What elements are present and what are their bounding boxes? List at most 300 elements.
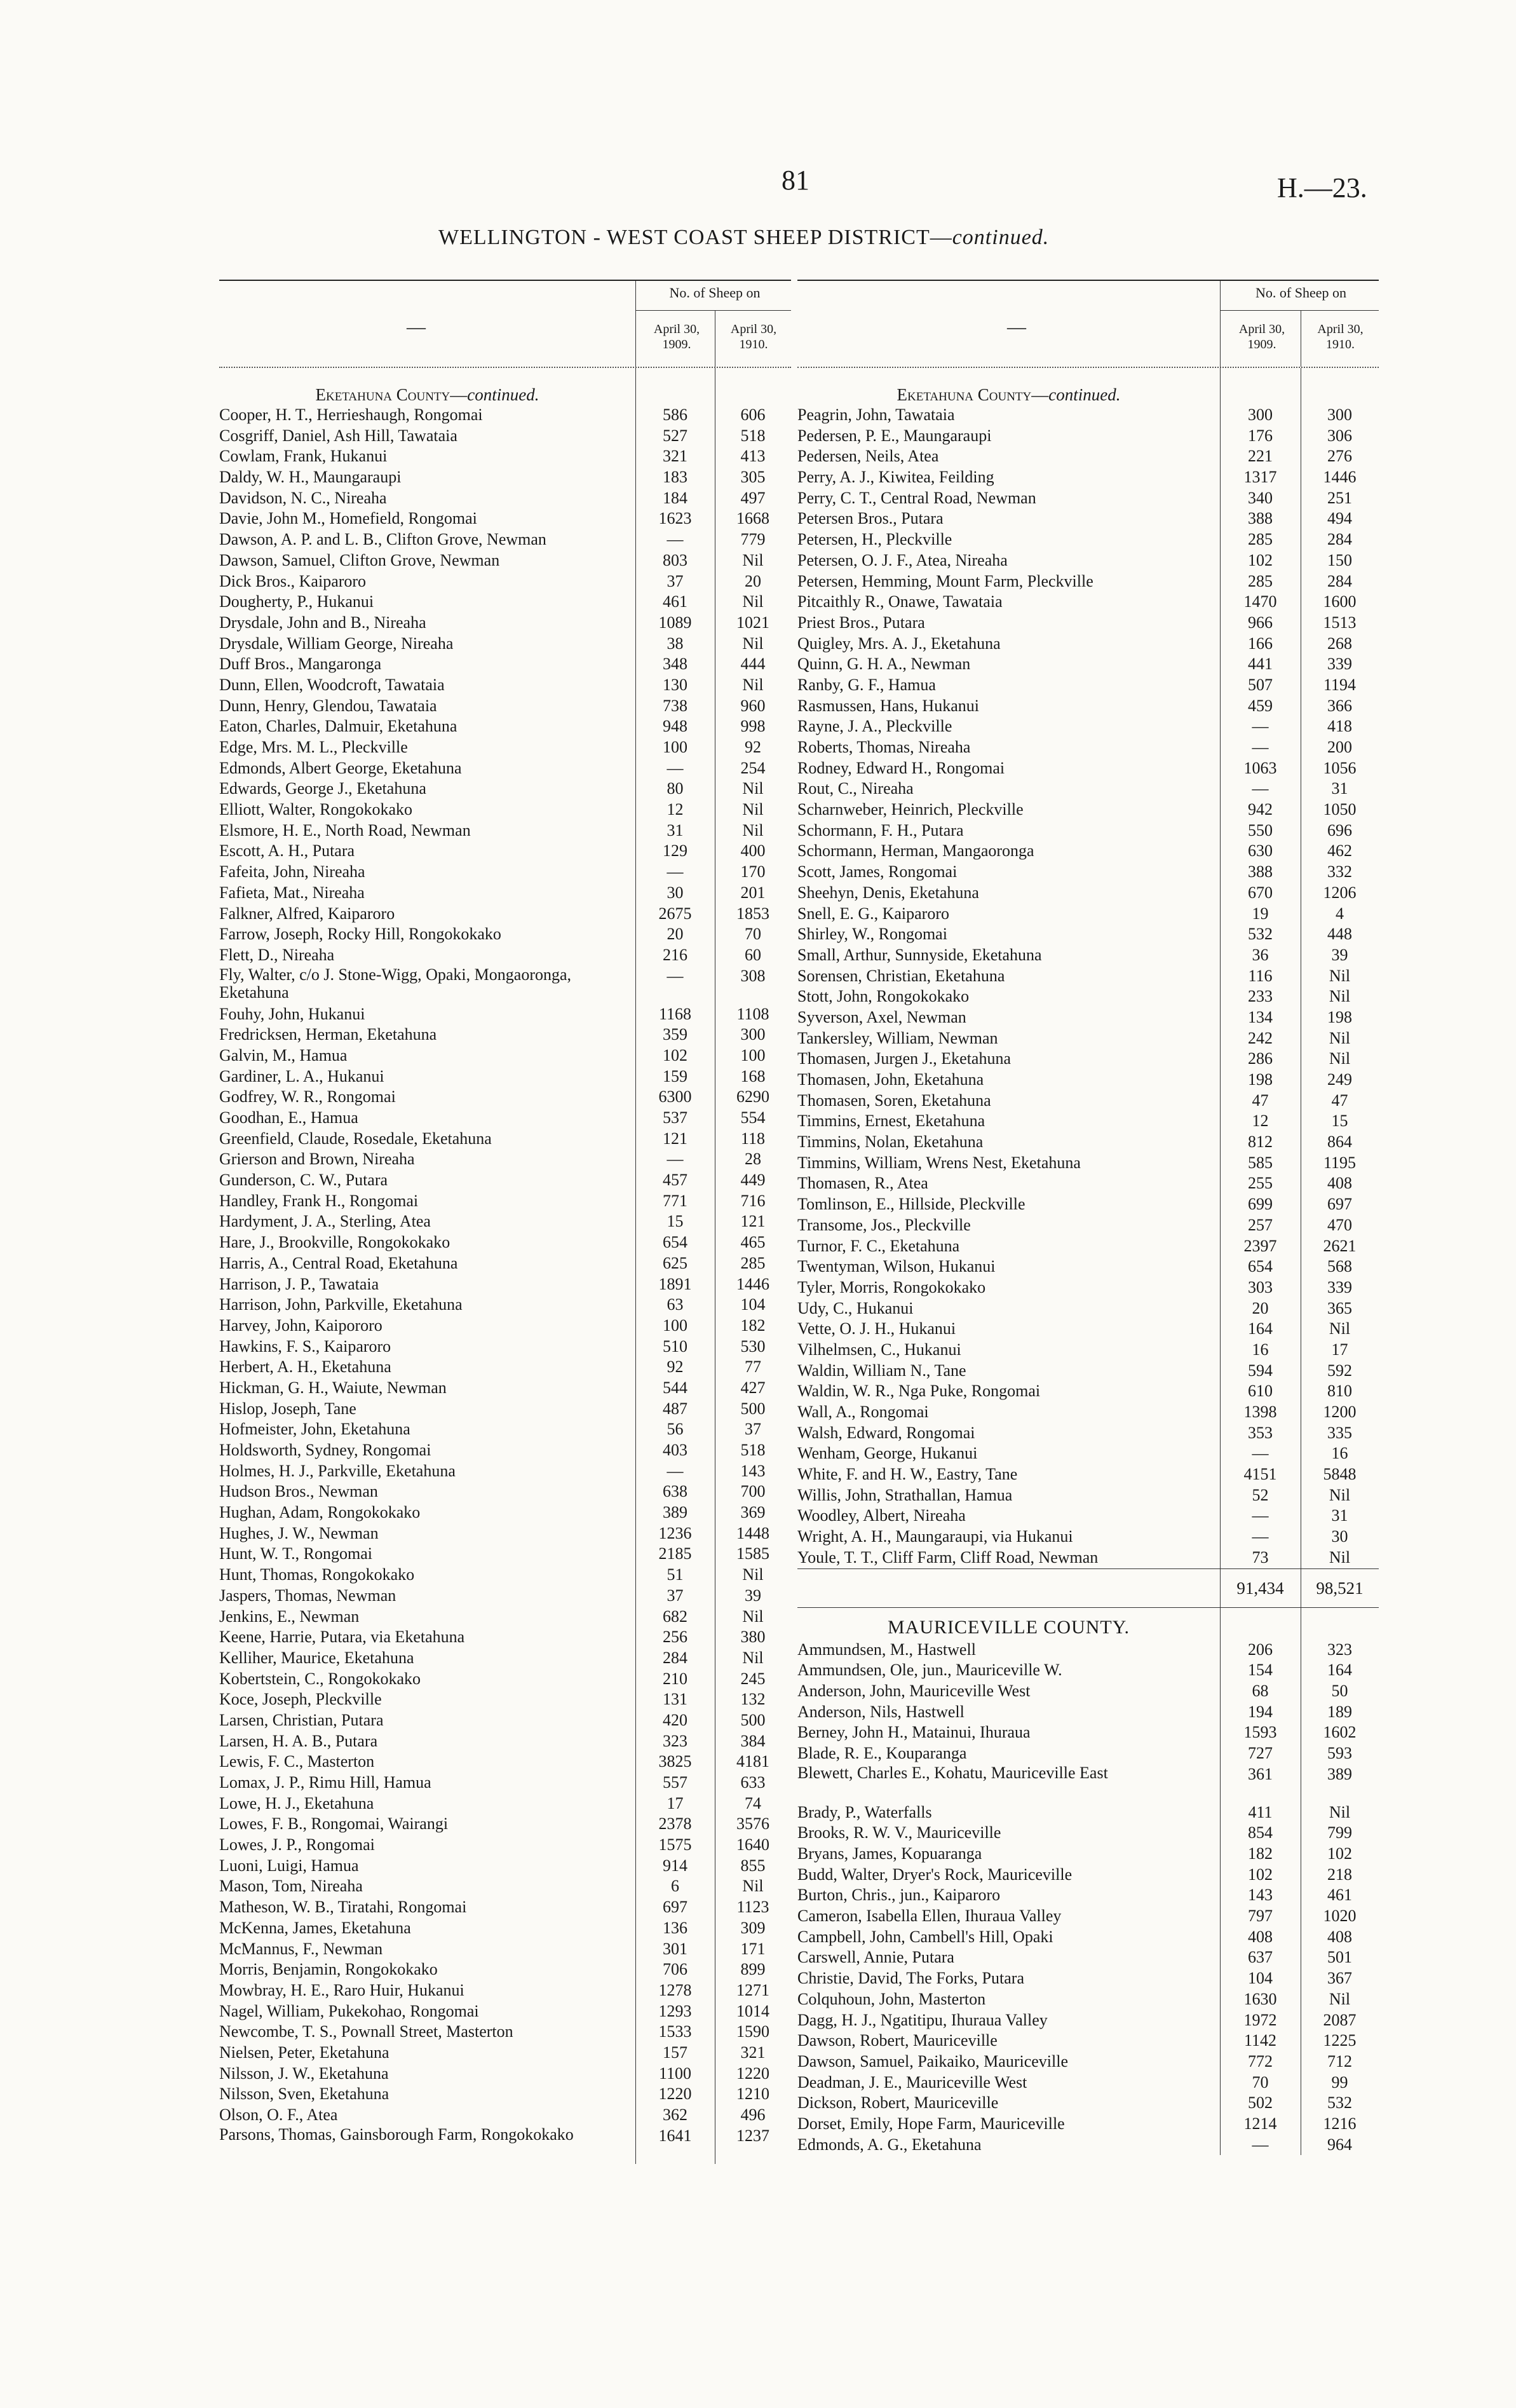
sheep-count-1910: Nil bbox=[1329, 1989, 1351, 2008]
table-row bbox=[219, 1710, 791, 1731]
sheep-count-1909: 1593 bbox=[1243, 1723, 1277, 1742]
table-row bbox=[219, 799, 791, 820]
sheep-count-1910: 4 bbox=[1336, 904, 1344, 923]
table-row bbox=[797, 1256, 1379, 1277]
table-row bbox=[797, 841, 1379, 862]
table-row bbox=[219, 1108, 791, 1129]
owner-name-address: Koce, Joseph, Pleckville bbox=[219, 1690, 382, 1709]
sheep-count-1910: 305 bbox=[740, 468, 766, 487]
sheep-count-1909: 441 bbox=[1248, 655, 1273, 674]
sheep-count-1910: 389 bbox=[1327, 1764, 1352, 1783]
sheep-count-1910: 182 bbox=[740, 1316, 766, 1335]
sheep-count-1909: 6300 bbox=[658, 1087, 692, 1106]
owner-name-address: Kobertstein, C., Rongokokako bbox=[219, 1669, 421, 1688]
owner-name-address: Budd, Walter, Dryer's Rock, Mauriceville bbox=[797, 1865, 1073, 1884]
sheep-count-1909: 216 bbox=[663, 945, 687, 964]
sheep-count-1910: 461 bbox=[1327, 1886, 1352, 1905]
sheep-count-1909: 1891 bbox=[658, 1274, 692, 1293]
table-row bbox=[219, 1170, 791, 1191]
sheep-count-1910: Nil bbox=[742, 1648, 764, 1667]
sheep-count-1909: 257 bbox=[1248, 1215, 1273, 1234]
sheep-count-1910: 779 bbox=[740, 530, 766, 549]
table-row bbox=[797, 405, 1379, 426]
sheep-count-1909: 206 bbox=[1248, 1640, 1273, 1659]
owner-name-address: Falkner, Alfred, Kaiparoro bbox=[219, 904, 395, 923]
sheep-count-1910: 102 bbox=[1327, 1844, 1352, 1863]
sheep-count-1909: 131 bbox=[663, 1690, 687, 1709]
owner-name-address: Davidson, N. C., Nireaha bbox=[219, 488, 387, 507]
sheep-count-1909: 557 bbox=[663, 1773, 687, 1792]
sheep-count-1909: 1470 bbox=[1243, 592, 1277, 611]
owner-name-address: Deadman, J. E., Mauriceville West bbox=[797, 2072, 1027, 2092]
sheep-count-1910: 518 bbox=[740, 1441, 766, 1459]
sheep-count-1910: 200 bbox=[1327, 738, 1352, 756]
owner-name-address: Wright, A. H., Maungaraupi, via Hukanui bbox=[797, 1527, 1073, 1546]
sheep-count-1909: 1089 bbox=[658, 613, 692, 632]
sheep-count-1909: 682 bbox=[663, 1607, 687, 1626]
sheep-count-1910: 100 bbox=[740, 1045, 766, 1065]
sheep-count-1909: — bbox=[1252, 738, 1269, 756]
sheep-count-1909: — bbox=[667, 862, 684, 881]
sheep-count-1909: 104 bbox=[1248, 1969, 1273, 1988]
sheep-count-1910: 899 bbox=[740, 1960, 766, 1979]
table-row bbox=[797, 716, 1379, 737]
sheep-count-1910: 1216 bbox=[1323, 2114, 1357, 2133]
sheep-count-1910: 164 bbox=[1327, 1661, 1352, 1680]
sheep-count-1909: 19 bbox=[1252, 904, 1269, 923]
sheep-count-1910: 323 bbox=[1327, 1640, 1352, 1659]
owner-name-address: Rout, C., Nireaha bbox=[797, 779, 914, 798]
sheep-count-1909: 134 bbox=[1248, 1007, 1273, 1026]
table-row bbox=[797, 2135, 1379, 2156]
sheep-count-1909: 56 bbox=[667, 1420, 684, 1439]
table-row bbox=[797, 675, 1379, 696]
sheep-count-1910: 251 bbox=[1327, 488, 1352, 507]
sheep-count-1909: — bbox=[1252, 1506, 1269, 1525]
table-row bbox=[797, 945, 1379, 966]
table-row bbox=[219, 1897, 791, 1918]
sheep-count-1909: 1278 bbox=[658, 1980, 692, 1999]
sheep-count-1909: 772 bbox=[1248, 2051, 1273, 2071]
sheep-count-1910: 418 bbox=[1327, 717, 1352, 736]
owner-name-address: Grierson and Brown, Nireaha bbox=[219, 1150, 415, 1169]
sheep-count-1909: 17 bbox=[667, 1793, 684, 1813]
sheep-count-1909: 38 bbox=[667, 634, 684, 653]
owner-name-address: Youle, T. T., Cliff Farm, Cliff Road, Newman bbox=[797, 1548, 1099, 1567]
owner-name-address: Handley, Frank H., Rongomai bbox=[219, 1191, 419, 1210]
owner-name-address: Ammundsen, M., Hastwell bbox=[797, 1640, 976, 1659]
sheep-count-1909: 654 bbox=[1248, 1257, 1273, 1276]
table-row bbox=[797, 634, 1379, 655]
owner-name-address: Schormann, F. H., Putara bbox=[797, 820, 964, 840]
owner-name-address: Brooks, R. W. V., Mauriceville bbox=[797, 1823, 1001, 1842]
sheep-count-1910: 2087 bbox=[1323, 2010, 1357, 2029]
owner-name-address: Petersen, O. J. F., Atea, Nireaha bbox=[797, 550, 1008, 569]
sheep-count-1910: 1585 bbox=[736, 1544, 769, 1563]
table-row bbox=[219, 2043, 791, 2064]
owner-name-address: Peagrin, John, Tawataia bbox=[797, 405, 955, 424]
county-total-row bbox=[797, 1568, 1379, 1608]
table-row bbox=[797, 1340, 1379, 1361]
sheep-count-1909: 670 bbox=[1248, 883, 1273, 902]
sheep-count-1909: — bbox=[667, 1150, 684, 1169]
sheep-count-1910: 201 bbox=[740, 883, 766, 902]
sheep-count-1909: 102 bbox=[1248, 550, 1273, 569]
sheep-count-1909: 361 bbox=[1248, 1764, 1273, 1783]
owner-name-address: Dick Bros., Kaiparoro bbox=[219, 571, 367, 590]
owner-name-address: Olson, O. F., Atea bbox=[219, 2105, 338, 2124]
table-row bbox=[797, 467, 1379, 488]
owner-name-address: Lowes, J. P., Rongomai bbox=[219, 1835, 375, 1854]
sheep-count-1910: Nil bbox=[1329, 1319, 1351, 1338]
table-row bbox=[219, 1523, 791, 1544]
owner-name-address: Petersen Bros., Putara bbox=[797, 509, 944, 528]
table-row bbox=[219, 1835, 791, 1856]
table-row bbox=[797, 1381, 1379, 1402]
sheep-count-1910: 448 bbox=[1327, 925, 1352, 944]
sheep-count-1910: Nil bbox=[742, 634, 764, 653]
table-row bbox=[219, 1337, 791, 1357]
table-row bbox=[797, 1132, 1379, 1153]
sheep-count-1910: 700 bbox=[740, 1482, 766, 1501]
sheep-count-1909: 1317 bbox=[1243, 468, 1277, 487]
sheep-count-1910: 1668 bbox=[736, 509, 769, 528]
sheep-count-1909: 2675 bbox=[658, 904, 692, 923]
owner-name-address: Hofmeister, John, Eketahuna bbox=[219, 1420, 410, 1439]
owner-name-address: Fafieta, Mat., Nireaha bbox=[219, 883, 365, 902]
table-row bbox=[797, 1802, 1379, 1823]
sheep-count-1910: 300 bbox=[1327, 405, 1352, 424]
owner-name-address: Ammundsen, Ole, jun., Mauriceville W. bbox=[797, 1661, 1062, 1680]
sheep-count-1910: 31 bbox=[1331, 779, 1348, 798]
owner-name-address: Petersen, H., Pleckville bbox=[797, 530, 952, 549]
table-row bbox=[797, 1153, 1379, 1174]
owner-name-address: Shirley, W., Rongomai bbox=[797, 925, 947, 944]
sheep-count-1909: 637 bbox=[1248, 1948, 1273, 1967]
table-row bbox=[797, 1485, 1379, 1506]
table-row bbox=[797, 1506, 1379, 1527]
table-row bbox=[797, 1091, 1379, 1112]
owner-name-address: Hunt, Thomas, Rongokokako bbox=[219, 1565, 415, 1584]
owner-name-address: Nilsson, J. W., Eketahuna bbox=[219, 2064, 389, 2083]
sheep-count-1909: 2397 bbox=[1243, 1236, 1277, 1255]
sheep-count-1909: 706 bbox=[663, 1960, 687, 1979]
sheep-count-1909: 771 bbox=[663, 1191, 687, 1210]
table-row bbox=[219, 1502, 791, 1523]
table-row bbox=[797, 1464, 1379, 1485]
owner-name-address: Dawson, Samuel, Clifton Grove, Newman bbox=[219, 550, 500, 569]
sheep-count-1909: 510 bbox=[663, 1337, 687, 1356]
owner-name-address: Harris, A., Central Road, Eketahuna bbox=[219, 1253, 458, 1272]
sheep-count-1910: 1050 bbox=[1323, 800, 1357, 819]
sheep-count-1910: 712 bbox=[1327, 2051, 1352, 2071]
owner-name-address: Nilsson, Sven, Eketahuna bbox=[219, 2085, 389, 2104]
sheep-count-1909: 457 bbox=[663, 1171, 687, 1190]
sheep-count-1910: 170 bbox=[740, 862, 766, 881]
sheep-count-1909: 303 bbox=[1248, 1277, 1273, 1296]
name-column-dash: — bbox=[1007, 316, 1026, 337]
table-row bbox=[219, 1419, 791, 1440]
owner-name-address: Hughes, J. W., Newman bbox=[219, 1523, 379, 1542]
sheep-count-1910: 380 bbox=[740, 1628, 766, 1647]
sheep-count-1909: 389 bbox=[663, 1503, 687, 1522]
owner-name-address: Lomax, J. P., Rimu Hill, Hamua bbox=[219, 1773, 431, 1792]
sheep-count-1910: 1056 bbox=[1323, 758, 1357, 777]
table-row bbox=[219, 1004, 791, 1025]
owner-name-address: Cosgriff, Daniel, Ash Hill, Tawataia bbox=[219, 426, 457, 445]
sheep-count-1910: 249 bbox=[1327, 1070, 1352, 1089]
table-row bbox=[219, 1876, 791, 1897]
sheep-count-1910: 1220 bbox=[736, 2064, 769, 2083]
sheep-count-1910: Nil bbox=[742, 800, 764, 819]
table-row bbox=[219, 1191, 791, 1212]
table-row bbox=[219, 904, 791, 925]
table-row bbox=[797, 966, 1379, 987]
table-row bbox=[219, 1378, 791, 1399]
sheep-count-1910: 1014 bbox=[736, 2001, 769, 2020]
owner-name-address: Fredricksen, Herman, Eketahuna bbox=[219, 1025, 437, 1044]
sheep-count-1909: 532 bbox=[1248, 925, 1273, 944]
table-row bbox=[797, 1660, 1379, 1681]
table-row bbox=[797, 1947, 1379, 1968]
sheep-count-1910: 1108 bbox=[736, 1004, 769, 1023]
sheep-count-1909: 121 bbox=[663, 1129, 687, 1148]
sheep-count-1909: 31 bbox=[667, 820, 684, 840]
sheep-count-1910: 384 bbox=[740, 1731, 766, 1750]
sheep-count-1909: 37 bbox=[667, 1586, 684, 1605]
sheep-count-1909: 92 bbox=[667, 1357, 684, 1377]
table-row bbox=[797, 1885, 1379, 1906]
table-row bbox=[797, 1764, 1379, 1802]
sheep-count-1909: 300 bbox=[1248, 405, 1273, 424]
table-row bbox=[797, 2030, 1379, 2051]
left-column-table bbox=[219, 280, 791, 2164]
sheep-count-1909: 242 bbox=[1248, 1028, 1273, 1047]
sheep-count-1909: 1398 bbox=[1243, 1403, 1277, 1421]
owner-name-address: Pitcaithly R., Onawe, Tawataia bbox=[797, 592, 1003, 611]
table-row bbox=[219, 529, 791, 550]
owner-name-address: Timmins, Nolan, Eketahuna bbox=[797, 1133, 984, 1152]
sheep-count-1909: 408 bbox=[1248, 1927, 1273, 1946]
title-continued: continued. bbox=[952, 226, 1050, 249]
sheep-count-1910: 1600 bbox=[1323, 592, 1357, 611]
owner-name-address: Newcombe, T. S., Pownall Street, Masterton bbox=[219, 2022, 513, 2041]
table-row bbox=[797, 2010, 1379, 2031]
sheep-count-1909: 803 bbox=[663, 550, 687, 569]
owner-name-address: Galvin, M., Hamua bbox=[219, 1045, 348, 1065]
owner-name-address: Sheehyn, Denis, Eketahuna bbox=[797, 883, 979, 902]
sheep-count-1909: 159 bbox=[663, 1066, 687, 1085]
owner-name-address: Edmonds, A. G., Eketahuna bbox=[797, 2135, 982, 2154]
owner-name-address: Larsen, Christian, Putara bbox=[219, 1710, 384, 1729]
owner-name-address: Campbell, John, Cambell's Hill, Opaki bbox=[797, 1927, 1053, 1946]
owner-name-address: Waldin, William N., Tane bbox=[797, 1361, 966, 1380]
sheep-count-1909: 699 bbox=[1248, 1195, 1273, 1214]
sheep-count-1910: 501 bbox=[1327, 1948, 1352, 1967]
owner-name-address: Fly, Walter, c/o J. Stone-Wigg, Opaki, Mongaoronga, Eketahuna bbox=[219, 965, 572, 1002]
page-number: 81 bbox=[782, 165, 809, 196]
sheep-count-1910: 864 bbox=[1327, 1133, 1352, 1152]
sheep-count-1909: 80 bbox=[667, 779, 684, 798]
sheep-count-1910: 6290 bbox=[736, 1087, 769, 1106]
owner-name-address: Petersen, Hemming, Mount Farm, Pleckville bbox=[797, 571, 1093, 590]
table-row bbox=[219, 1648, 791, 1669]
sheep-count-1909: 411 bbox=[1248, 1802, 1273, 1821]
table-row bbox=[219, 1316, 791, 1337]
owner-name-address: Dagg, H. J., Ngatitipu, Ihuraua Valley bbox=[797, 2010, 1048, 2029]
owner-name-address: Thomasen, R., Atea bbox=[797, 1174, 928, 1193]
table-row bbox=[797, 904, 1379, 925]
table-row bbox=[219, 1274, 791, 1295]
table-row bbox=[219, 1793, 791, 1814]
owner-name-address: Duff Bros., Mangaronga bbox=[219, 655, 382, 674]
sheep-count-1910: Nil bbox=[742, 1607, 764, 1626]
owner-name-address: Elliott, Walter, Rongokokako bbox=[219, 800, 413, 819]
sheep-count-1909: 116 bbox=[1248, 966, 1273, 985]
sheep-count-1909: 1641 bbox=[658, 2126, 692, 2145]
table-row bbox=[219, 488, 791, 509]
owner-name-address: Udy, C., Hukanui bbox=[797, 1298, 914, 1317]
table-row bbox=[797, 550, 1379, 571]
owner-name-address: Wenham, George, Hukanui bbox=[797, 1444, 978, 1463]
owner-name-address: Sorensen, Christian, Eketahuna bbox=[797, 966, 1005, 985]
sheep-count-1909: 586 bbox=[663, 405, 687, 424]
owner-name-address: Vette, O. J. H., Hukanui bbox=[797, 1319, 956, 1338]
table-row bbox=[219, 1440, 791, 1461]
sheep-count-1909: 420 bbox=[663, 1710, 687, 1729]
sheep-count-1909: 37 bbox=[667, 571, 684, 590]
sheep-count-1909: — bbox=[1252, 1527, 1269, 1546]
sheep-count-1910: 168 bbox=[740, 1066, 766, 1085]
table-row bbox=[797, 696, 1379, 717]
sheep-count-1910: 1640 bbox=[736, 1835, 769, 1854]
table-row bbox=[219, 1481, 791, 1502]
sheep-count-1910: Nil bbox=[742, 592, 764, 611]
owner-name-address: Scott, James, Rongomai bbox=[797, 862, 958, 881]
sheep-count-1910: 470 bbox=[1327, 1215, 1352, 1234]
table-row bbox=[219, 696, 791, 717]
table-row bbox=[797, 1423, 1379, 1444]
table-row bbox=[219, 1357, 791, 1378]
sheep-count-1909: 1214 bbox=[1243, 2114, 1277, 2133]
sheep-count-1910: Nil bbox=[742, 820, 764, 840]
sheep-count-1909: 12 bbox=[667, 800, 684, 819]
owner-name-address: Walsh, Edward, Rongomai bbox=[797, 1423, 975, 1442]
table-row bbox=[797, 1070, 1379, 1091]
table-row bbox=[797, 1927, 1379, 1948]
owner-name-address: Hislop, Joseph, Tane bbox=[219, 1399, 356, 1418]
table-row bbox=[219, 446, 791, 467]
table-row bbox=[797, 2093, 1379, 2114]
sheep-count-1909: 544 bbox=[663, 1378, 687, 1397]
sheep-count-1910: 716 bbox=[740, 1191, 766, 1210]
sheep-count-1910: Nil bbox=[742, 1565, 764, 1584]
sheep-count-1909: 697 bbox=[663, 1898, 687, 1917]
sheep-count-1910: 1271 bbox=[736, 1980, 769, 1999]
table-row bbox=[219, 1959, 791, 1980]
sheep-count-1910: Nil bbox=[1329, 1485, 1351, 1504]
sheep-count-1910: 70 bbox=[745, 925, 761, 944]
sheep-count-1909: 1220 bbox=[658, 2085, 692, 2104]
owner-name-address: Edwards, George J., Eketahuna bbox=[219, 779, 426, 798]
sheep-count-1910: 696 bbox=[1327, 820, 1352, 840]
owner-name-address: Brady, P., Waterfalls bbox=[797, 1802, 932, 1821]
sheep-count-1909: 854 bbox=[1248, 1823, 1273, 1842]
owner-name-address: Hudson Bros., Newman bbox=[219, 1482, 378, 1501]
owner-name-address: Small, Arthur, Sunnyside, Eketahuna bbox=[797, 945, 1042, 964]
sheep-count-1909: — bbox=[1252, 1444, 1269, 1463]
sheep-count-1910: 400 bbox=[740, 841, 766, 860]
sheep-count-1909: — bbox=[667, 530, 684, 549]
sheep-count-1909: 154 bbox=[1248, 1661, 1273, 1680]
section-heading: Eketahuna County—continued. bbox=[897, 385, 1121, 404]
sheep-count-1909: 914 bbox=[663, 1856, 687, 1875]
sheep-count-1910: 39 bbox=[1331, 945, 1348, 964]
sheep-count-1910: 30 bbox=[1331, 1527, 1348, 1546]
owner-name-address: Holdsworth, Sydney, Rongomai bbox=[219, 1441, 431, 1459]
sheep-count-1910: Nil bbox=[1329, 1028, 1351, 1047]
owner-name-address: Transome, Jos., Pleckville bbox=[797, 1215, 971, 1234]
owner-name-address: Luoni, Luigi, Hamua bbox=[219, 1856, 359, 1875]
table-row bbox=[797, 1640, 1379, 1661]
owner-name-address: Pedersen, P. E., Maungaraupi bbox=[797, 426, 992, 445]
table-row bbox=[797, 2051, 1379, 2072]
owner-name-address: Hawkins, F. S., Kaiparoro bbox=[219, 1337, 391, 1356]
sheep-count-1909: 942 bbox=[1248, 800, 1273, 819]
table-row bbox=[797, 508, 1379, 529]
sheep-count-1910: 4181 bbox=[736, 1752, 769, 1771]
sheep-count-1910: 500 bbox=[740, 1710, 766, 1729]
table-row bbox=[219, 1399, 791, 1420]
owner-name-address: Pedersen, Neils, Atea bbox=[797, 447, 939, 466]
sheep-count-1910: 592 bbox=[1327, 1361, 1352, 1380]
sheep-count-1910: 198 bbox=[1327, 1007, 1352, 1026]
table-row bbox=[219, 550, 791, 571]
sheep-count-1910: 306 bbox=[1327, 426, 1352, 445]
owner-name-address: Schormann, Herman, Mangaoronga bbox=[797, 841, 1034, 860]
table-row bbox=[797, 1527, 1379, 1548]
sheep-count-1909: 630 bbox=[1248, 841, 1273, 860]
owner-name-address: Thomasen, Soren, Eketahuna bbox=[797, 1091, 991, 1110]
sheep-count-1909: 727 bbox=[1248, 1743, 1273, 1762]
sheep-count-1909: 362 bbox=[663, 2105, 687, 2124]
table-row bbox=[219, 1669, 791, 1690]
sheep-count-1909: 221 bbox=[1248, 447, 1273, 466]
table-row bbox=[797, 1028, 1379, 1049]
owner-name-address: Cowlam, Frank, Hukanui bbox=[219, 447, 388, 466]
owner-name-address: Bryans, James, Kopuaranga bbox=[797, 1844, 982, 1863]
sheep-count-1909: 157 bbox=[663, 2043, 687, 2062]
table-row bbox=[219, 862, 791, 883]
sheep-count-1909: 285 bbox=[1248, 530, 1273, 549]
table-row bbox=[219, 1607, 791, 1628]
owner-name-address: Timmins, William, Wrens Nest, Eketahuna bbox=[797, 1153, 1081, 1172]
sheep-count-1909: 348 bbox=[663, 655, 687, 674]
owner-name-address: Roberts, Thomas, Nireaha bbox=[797, 738, 971, 756]
owner-name-address: Mason, Tom, Nireaha bbox=[219, 1877, 363, 1896]
sheep-count-1910: 99 bbox=[1331, 2072, 1348, 2092]
sheep-count-1910: 92 bbox=[745, 738, 761, 756]
owner-name-address: Eaton, Charles, Dalmuir, Eketahuna bbox=[219, 717, 457, 736]
sheep-count-1910: 593 bbox=[1327, 1743, 1352, 1762]
sheep-count-1909: 136 bbox=[663, 1918, 687, 1937]
owner-name-address: Blewett, Charles E., Kohatu, Mauriceville East bbox=[797, 1763, 1108, 1782]
owner-name-address: Carswell, Annie, Putara bbox=[797, 1948, 954, 1967]
sheep-count-1910: Nil bbox=[742, 550, 764, 569]
sheep-count-1910: 494 bbox=[1327, 509, 1352, 528]
sheep-count-1909: 1168 bbox=[658, 1004, 692, 1023]
table-row bbox=[797, 1548, 1379, 1568]
